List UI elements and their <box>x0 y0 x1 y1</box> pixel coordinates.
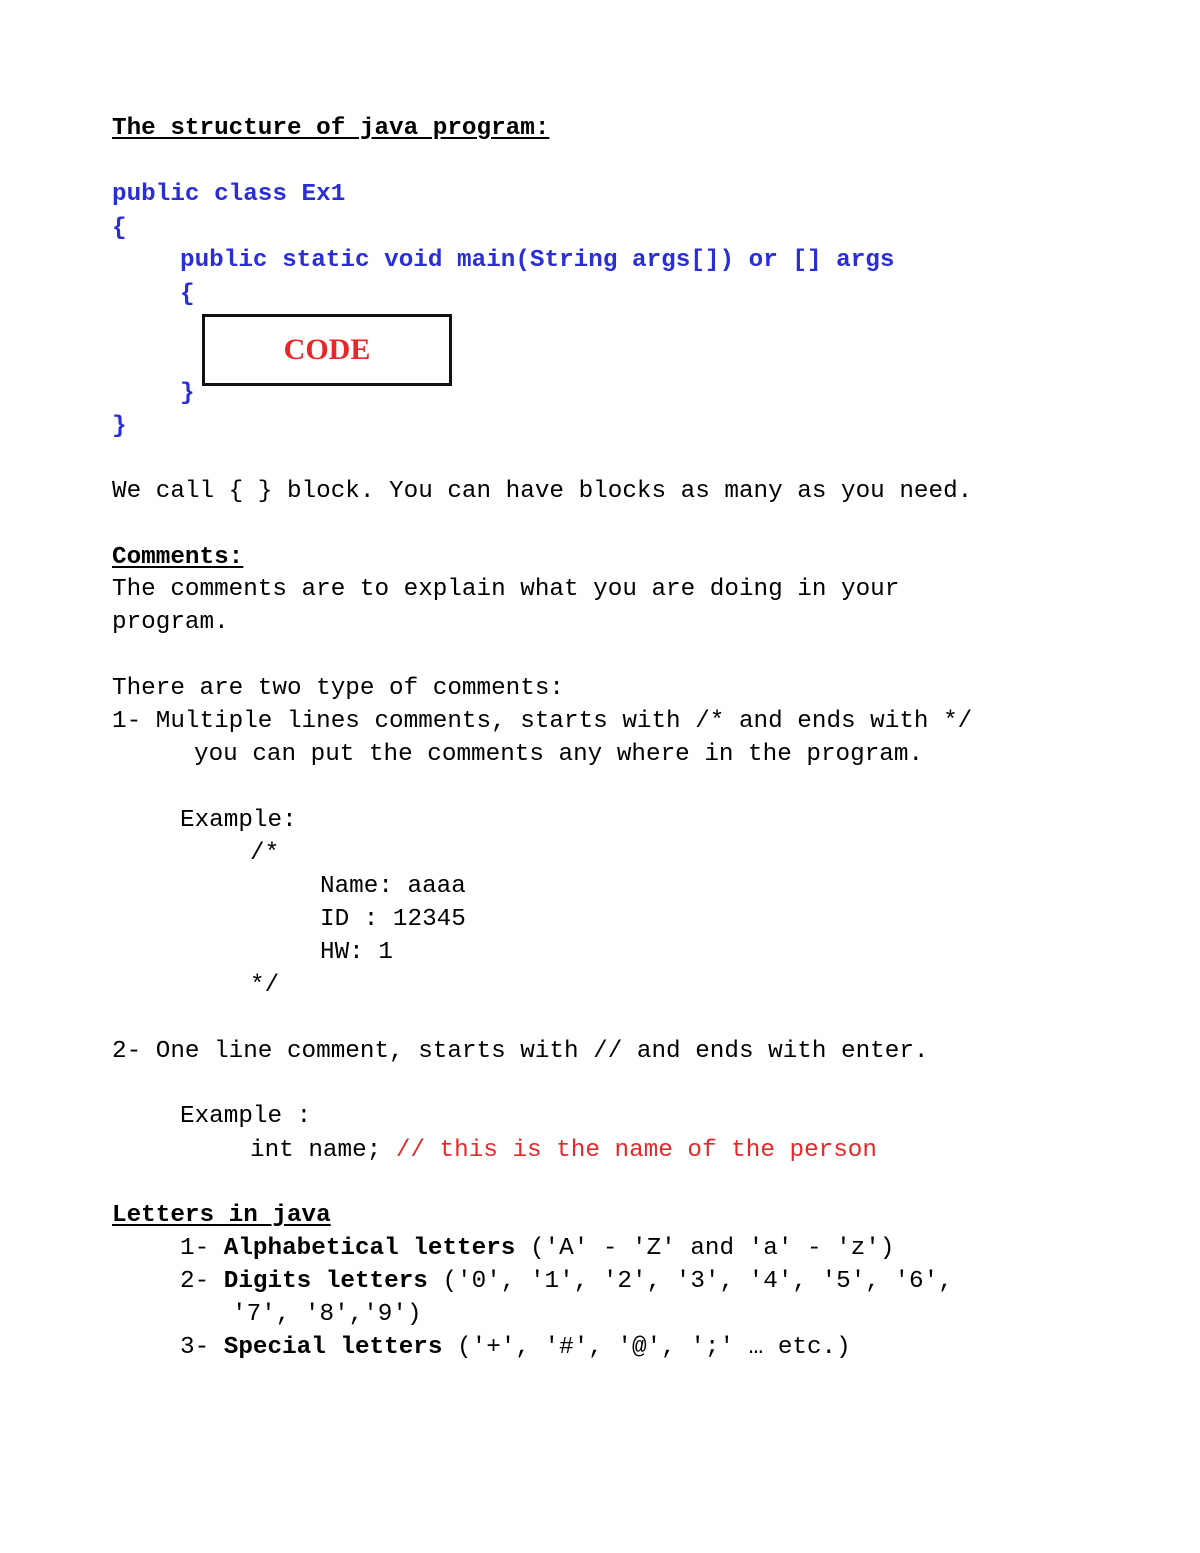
class-declaration: public class Ex1 <box>112 181 346 208</box>
class-close-brace: } <box>112 413 127 440</box>
example1-name: Name: aaaa <box>320 873 466 900</box>
item2-continuation: '7', '8','9') <box>232 1301 422 1328</box>
example1-close: */ <box>250 972 280 999</box>
code-box-label: CODE <box>283 333 371 366</box>
block-note: We call { } block. You can have blocks as many as you need. <box>112 478 973 505</box>
item1-detail: ('A' - 'Z' and 'a' - 'z') <box>515 1235 895 1262</box>
example2-code: int name; <box>250 1137 396 1164</box>
item1-number: 1- <box>180 1235 224 1262</box>
item2-detail: ('0', '1', '2', '3', '4', '5', '6', <box>427 1268 953 1295</box>
comments-heading: Comments: <box>112 544 244 571</box>
example1-open: /* <box>250 840 280 867</box>
main-declaration: public static void main(String args[]) or [] args <box>180 247 895 274</box>
single-line-comment: 2- One line comment, starts with // and ends with enter. <box>112 1038 929 1065</box>
letters-item-1 <box>180 1237 894 1261</box>
letters-heading: Letters in java <box>112 1202 331 1229</box>
letters-item-3 <box>180 1336 851 1360</box>
item3-detail: ('+', '#', '@', ';' … etc.) <box>442 1334 851 1361</box>
item3-title: Special letters <box>223 1334 443 1361</box>
main-close-brace: } <box>180 380 195 407</box>
example1-id: ID : 12345 <box>320 906 466 933</box>
item2-title: Digits letters <box>223 1268 428 1295</box>
class-open-brace: { <box>112 215 127 242</box>
comments-intro-line1: The comments are to explain what you are doing in your <box>112 576 900 603</box>
comment-types-line: There are two type of comments: <box>112 675 564 702</box>
example1-label: Example: <box>180 807 297 834</box>
letters-item-2 <box>180 1270 953 1294</box>
example2-line <box>250 1139 877 1163</box>
comments-intro-line2: program. <box>112 609 229 636</box>
code-placeholder-box <box>202 314 452 386</box>
item1-title: Alphabetical letters <box>223 1235 516 1262</box>
example2-label: Example : <box>180 1103 312 1130</box>
multiline-comment-line1: 1- Multiple lines comments, starts with /* and ends with */ <box>112 708 973 735</box>
example1-hw: HW: 1 <box>320 939 393 966</box>
multiline-comment-line2: you can put the comments any where in the program. <box>194 741 924 768</box>
item2-number: 2- <box>180 1268 224 1295</box>
structure-heading: The structure of java program: <box>112 115 550 142</box>
item3-number: 3- <box>180 1334 224 1361</box>
example2-comment: // this is the name of the person <box>395 1137 877 1164</box>
main-open-brace: { <box>180 281 195 308</box>
